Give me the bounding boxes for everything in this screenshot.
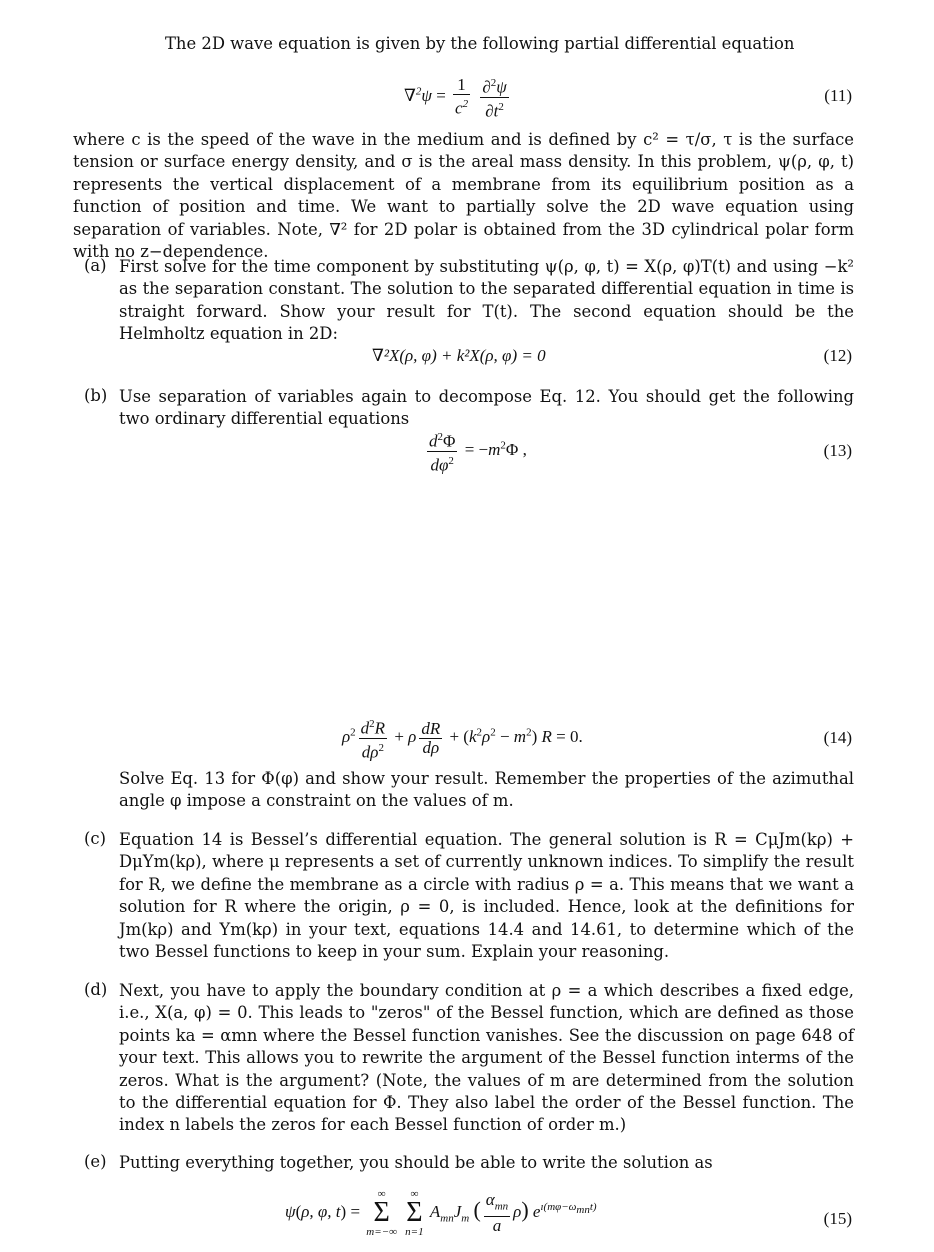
- part-e-label: (e): [84, 1152, 107, 1171]
- part-c-text: Equation 14 is Bessel’s differential equation. The general solution is R = CμJm(kρ) + DμYm(kρ), where μ represents a set of currently unknown indices. To simplify the result for R, we define the membrane as a circle with radius ρ = a. This means that we want a solution for R where the origin, ρ = 0, is included. Hence, look at the definitions for Jm(kρ) and Ym(kρ) in your text, equations 14.4 and 14.61, to determine which of the two Bessel functions to keep in your sum. Explain your reasoning.: [119, 830, 854, 962]
- part-b-after-text: Solve Eq. 13 for Φ(φ) and show your result. Remember the properties of the azimuthal angle φ impose a constraint on the values of m.: [119, 769, 854, 811]
- part-a-text: First solve for the time component by substituting ψ(ρ, φ, t) = X(ρ, φ)T(t) and using −k² as the separation constant. The solution to the separated differential equation in time is straight forward. Show your result for T(t). The second equation should be the Helmholtz equation in 2D:: [119, 257, 854, 344]
- equation-12: ∇²X(ρ, φ) + k²X(ρ, φ) = 0: [372, 346, 546, 365]
- part-a-label: (a): [84, 256, 107, 275]
- equation-14: $\rho^2$ $\frac{d^2R}{d\rho^2}$ + ρ $\frac{dR}{d\rho}$ + $(k^2\rho^2 - m^2) R = 0$.: [342, 715, 583, 761]
- equation-11-number: (11): [824, 86, 852, 105]
- equation-13-number: (13): [823, 441, 852, 460]
- equation-14-number: (14): [823, 728, 852, 747]
- equation-12-number: (12): [823, 346, 852, 365]
- equation-13: $\frac{d^2\Phi}{d\varphi^2}$ = $-m^2\Phi$ ,: [424, 428, 527, 474]
- intro-paragraph: where c is the speed of the wave in the medium and is defined by c² = τ/σ, τ is the surface tension or surface energy density, and σ is the areal mass density. In this problem, ψ(ρ, φ, t) represents the vertical displacement of a membrane from its equilibrium position as a function of position and time. We want to partially solve the 2D wave equation using separation of variables. Note, ∇² for 2D polar is obtained from the 3D cylindrical polar form with no z−dependence.: [73, 130, 854, 262]
- equation-11: ∇$^2$ψ = $\frac{1}{c^2}$ $\frac{\partial^2\psi}{\partial t^2}$: [404, 75, 507, 121]
- part-b-text: Use separation of variables again to decompose Eq. 12. You should get the following two ordinary differential equations: [119, 387, 854, 429]
- part-c-label: (c): [84, 829, 106, 848]
- part-e-text: Putting everything together, you should be able to write the solution as: [119, 1153, 713, 1172]
- part-b-label: (b): [84, 386, 108, 405]
- equation-15-number: (15): [823, 1209, 852, 1228]
- equation-15: ψ(ρ, φ, t) = ∞ Σ m=−∞ ∞ Σ n=1 $A_{mn}J_m$ ( $\frac{\alpha_{mn}}{a}$ ρ) $e^{ı(m\varphi-\omega_{mn}t)}$: [285, 1188, 597, 1238]
- intro-line: The 2D wave equation is given by the following partial differential equation: [165, 34, 795, 53]
- part-d-label: (d): [84, 980, 108, 999]
- part-d-text: Next, you have to apply the boundary condition at ρ = a which describes a fixed edge, i.e., X(a, φ) = 0. This leads to "zeros" of the Bessel function, which are defined as those points ka = αmn where the Bessel function vanishes. See the discussion on page 648 of your text. This allows you to rewrite the argument of the Bessel function interms of the zeros. What is the argument? (Note, the values of m are determined from the solution to the differential equation for Φ. They also label the order of the Bessel function. The index n labels the zeros for each Bessel function of order m.): [119, 981, 854, 1135]
